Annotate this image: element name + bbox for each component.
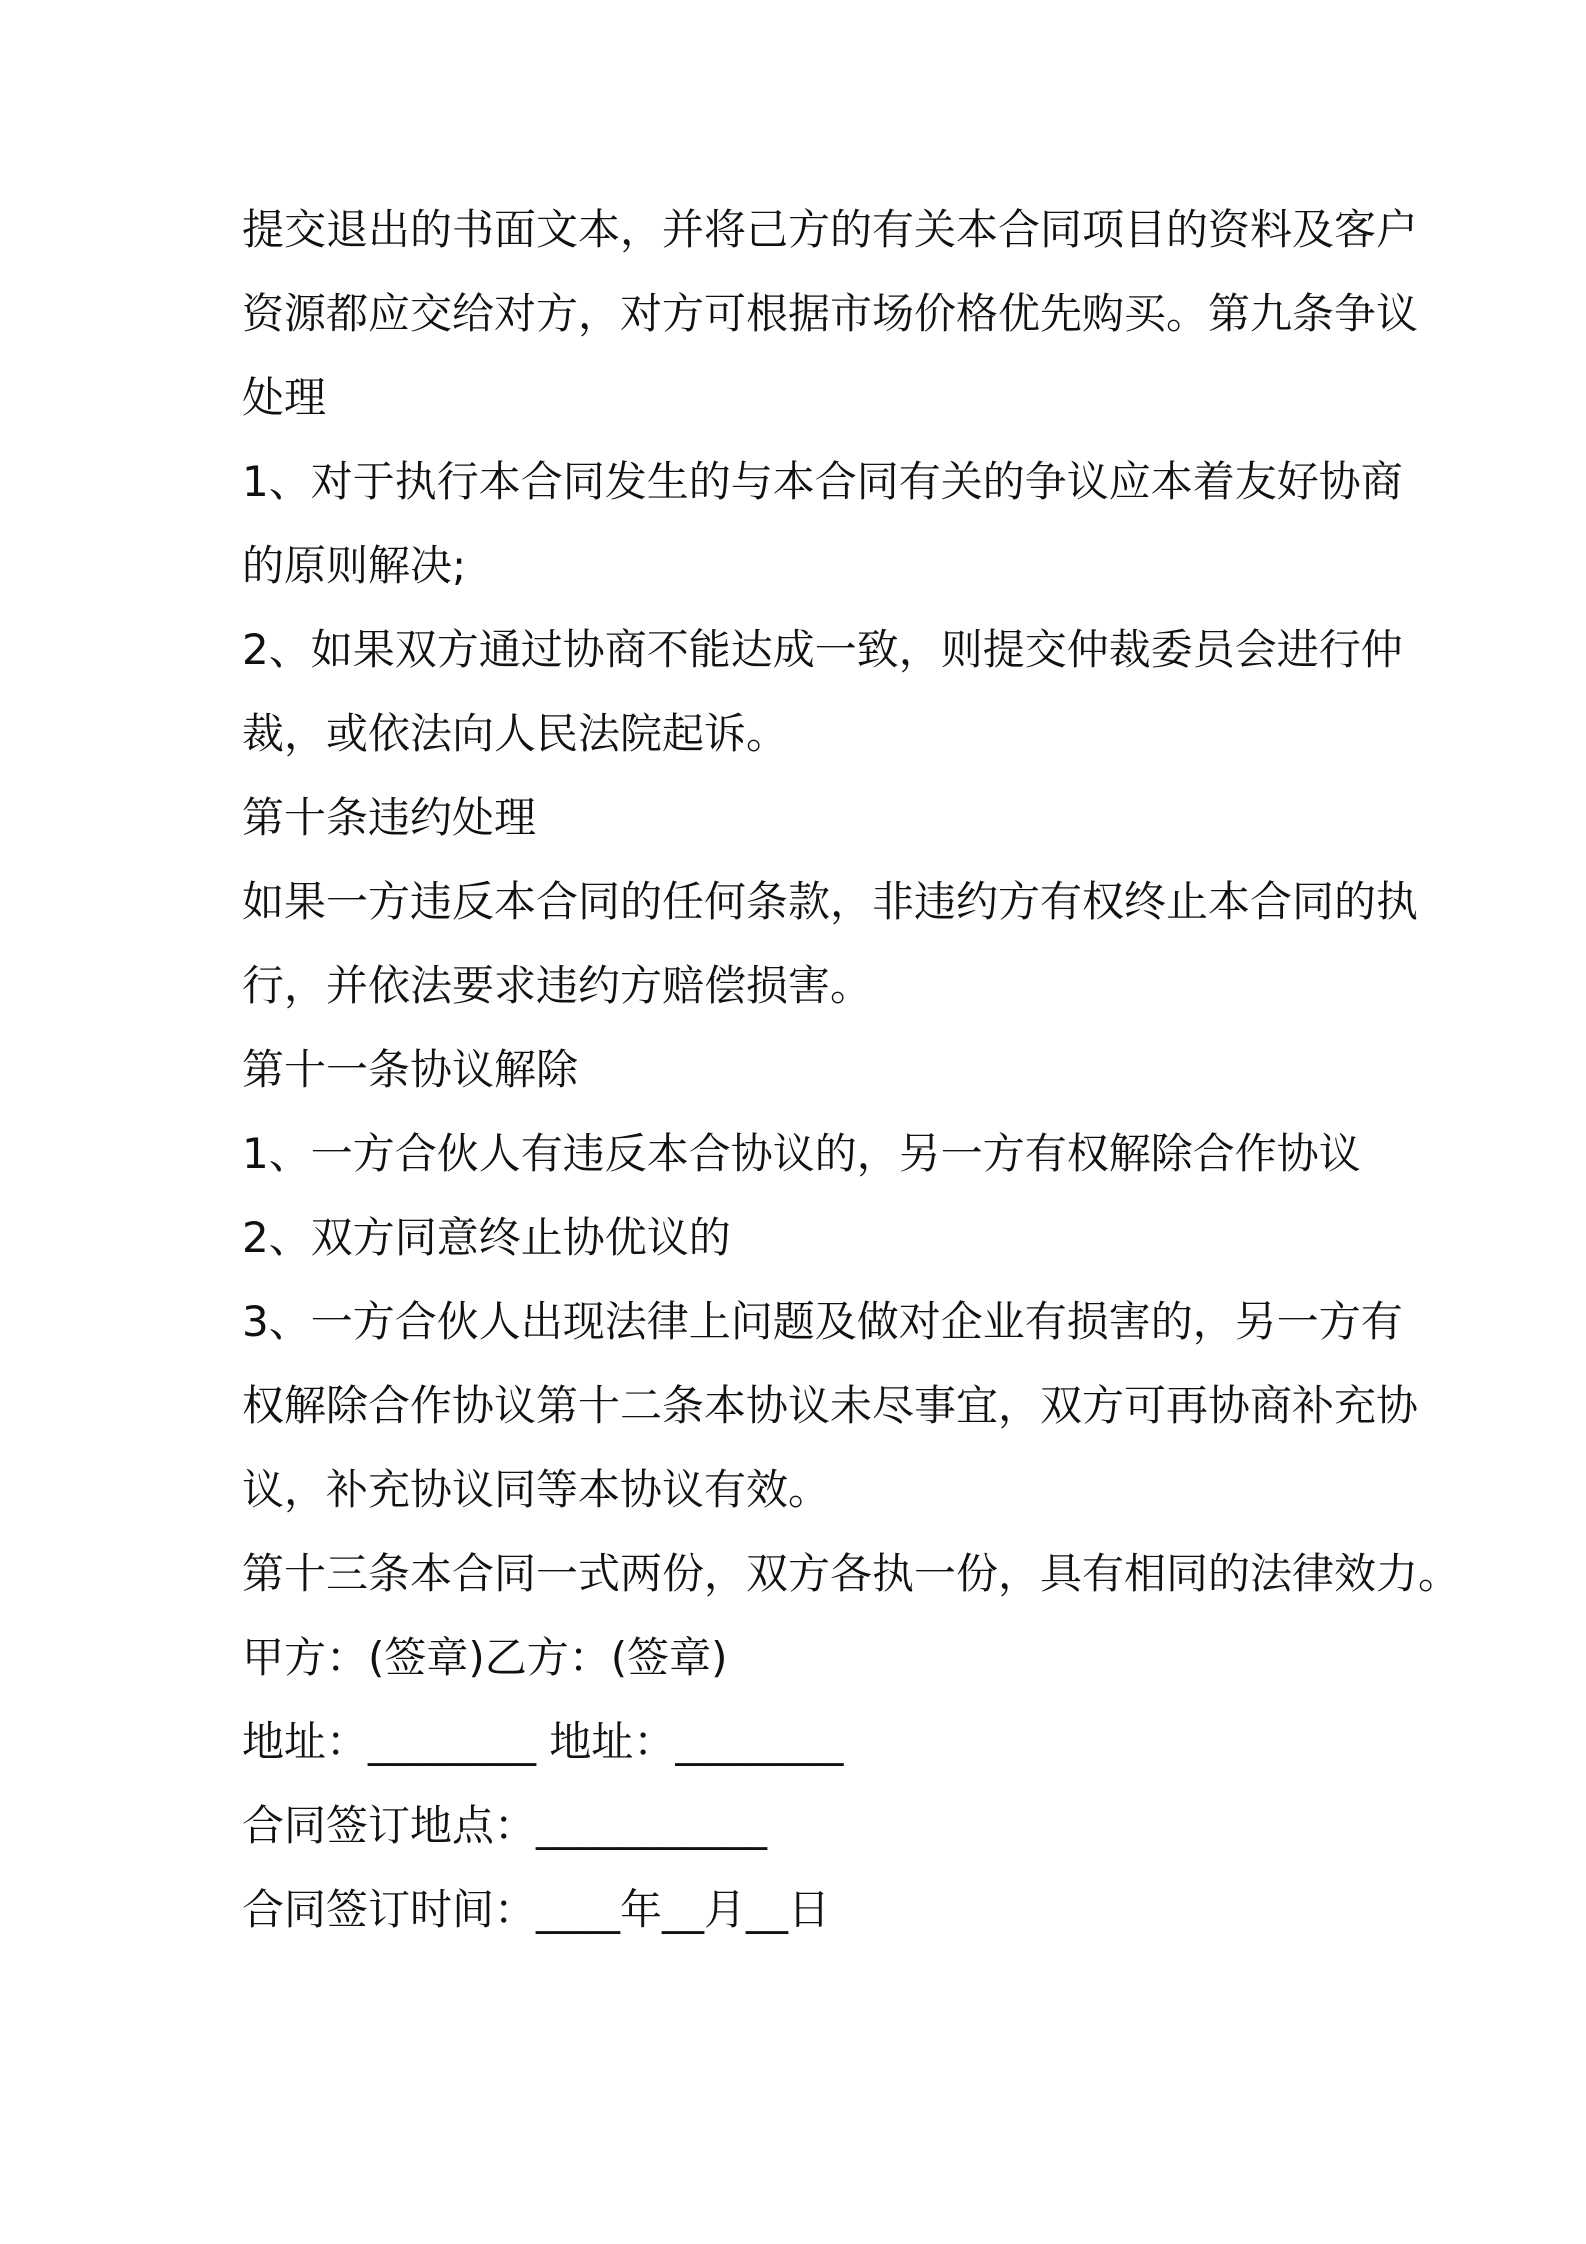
signing-date-line: 合同签订时间：____年__月__日 — [242, 1885, 831, 1934]
text-line: 处理 — [242, 373, 327, 422]
address-line: 地址：________ 地址：________ — [242, 1717, 844, 1766]
signing-place-line: 合同签订地点：___________ — [242, 1801, 768, 1850]
text-line: 提交退出的书面文本，并将己方的有关本合同项目的资料及客户 — [242, 205, 1419, 254]
text-line: 1、一方合伙人有违反本合协议的，另一方有权解除合作协议 — [242, 1129, 1361, 1178]
text-line: 2、如果双方通过协商不能达成一致，则提交仲裁委员会进行仲 — [242, 625, 1403, 674]
signature-line: 甲方：(签章)乙方：(签章) — [242, 1633, 728, 1682]
section-heading: 第十一条协议解除 — [242, 1045, 579, 1094]
text-line: 资源都应交给对方，对方可根据市场价格优先购买。第九条争议 — [242, 289, 1419, 338]
text-line: 1、对于执行本合同发生的与本合同有关的争议应本着友好协商 — [242, 457, 1403, 506]
section-heading: 第十条违约处理 — [242, 793, 537, 842]
text-line: 3、一方合伙人出现法律上问题及做对企业有损害的，另一方有 — [242, 1297, 1403, 1346]
text-line: 如果一方违反本合同的任何条款，非违约方有权终止本合同的执 — [242, 877, 1419, 926]
text-line: 裁，或依法向人民法院起诉。 — [242, 709, 789, 758]
text-line: 第十三条本合同一式两份，双方各执一份，具有相同的法律效力。 — [242, 1549, 1461, 1598]
text-line: 议，补充协议同等本协议有效。 — [242, 1465, 831, 1514]
text-line: 的原则解决; — [242, 541, 467, 590]
text-line: 行，并依法要求违约方赔偿损害。 — [242, 961, 873, 1010]
document-body — [242, 188, 1461, 1952]
text-line: 权解除合作协议第十二条本协议未尽事宜，双方可再协商补充协 — [242, 1381, 1419, 1430]
text-line: 2、双方同意终止协优议的 — [242, 1213, 731, 1262]
